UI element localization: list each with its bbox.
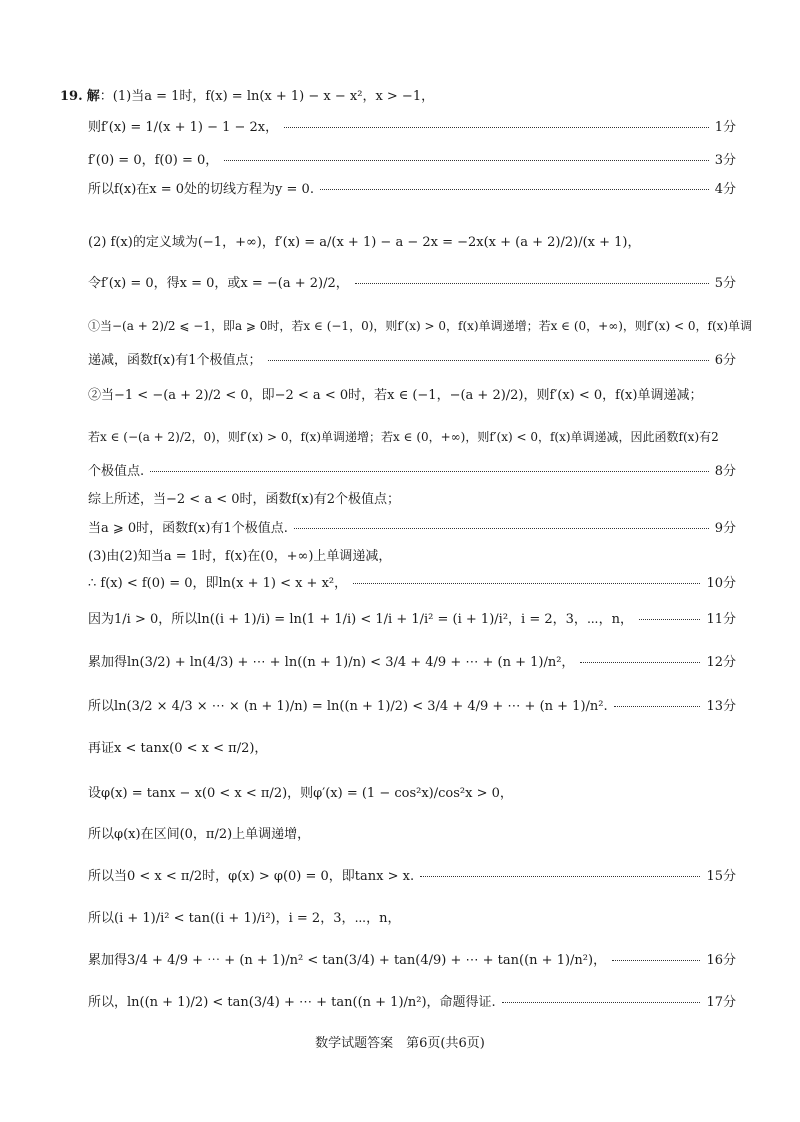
score-label: 16分 [706,952,736,968]
line-l14 [88,539,736,569]
dot-leader [268,360,709,361]
line-l15 [88,566,736,596]
dot-leader [612,960,700,961]
score-label: 8分 [714,463,736,479]
page-footer: 数学试题答案 第6页(共6页) [315,1036,485,1051]
line-text: 所以ln(3/2 × 4/3 × ⋯ × (n + 1)/n) = ln((n + 1)/2) < 3/4 + 4/9 + ⋯ + (n + 1)/n². [88,698,608,714]
score-label: 13分 [706,698,736,714]
line-l22 [88,859,736,889]
dot-leader [355,283,709,284]
score-label: 1分 [714,119,736,135]
line-text: ：(1)当a = 1时，f(x) = ln(x + 1) − x − x²，x > −1， [99,88,435,104]
line-text: f′(0) = 0，f(0) = 0， [88,152,219,168]
line-text: 设φ(x) = tanx − x(0 < x < π/2)，则φ′(x) = (1 − cos²x)/cos²x > 0， [88,785,513,801]
dot-leader [502,1002,701,1003]
line-l8 [88,343,736,373]
score-label: 9分 [714,520,736,536]
dot-leader [353,583,700,584]
line-l11 [88,454,736,484]
line-text: 若x ∈ (−(a + 2)/2，0)，则f′(x) > 0，f(x)单调递增；若x ∈ (0，+∞)，则f′(x) < 0，f(x)单调递减，因此函数f(x)有2 [88,429,719,444]
line-l6 [88,266,736,296]
line-text: 所以φ(x)在区间(0，π/2)上单调递增， [88,826,311,842]
score-label: 4分 [714,181,736,197]
solution-label: 解 [86,88,100,104]
line-l12 [88,482,736,512]
line-text: 所以当0 < x < π/2时，φ(x) > φ(0) = 0，即tanx > x. [88,868,415,884]
line-text: 综上所述，当−2 < a < 0时，函数f(x)有2个极值点； [88,491,401,507]
line-l10 [88,421,736,451]
line-text: (2) f(x)的定义域为(−1，+∞)，f′(x) = a/(x + 1) − a − 2x = −2x(x + (a + 2)/2)/(x + 1)， [88,234,641,250]
line-text: ②当−1 < −(a + 2)/2 < 0，即−2 < a < 0时，若x ∈ (−1，−(a + 2)/2)，则f′(x) < 0，f(x)单调递减； [88,387,703,403]
line-text: 当a ⩾ 0时，函数f(x)有1个极值点. [88,520,288,536]
score-label: 11分 [706,611,736,627]
line-l3 [88,143,736,173]
line-text: 所以，ln((n + 1)/2) < tan(3/4) + ⋯ + tan((n + 1)/n²)，命题得证. [88,994,496,1010]
line-l7 [88,310,753,340]
line-l16 [88,602,736,632]
dot-leader [284,127,709,128]
line-l1 [60,79,736,109]
line-text: 再证x < tanx(0 < x < π/2)， [88,740,268,756]
dot-leader [320,189,709,190]
score-label: 6分 [714,352,736,368]
dot-leader [580,662,700,663]
line-text: 个极值点. [88,463,145,479]
line-text: 递减，函数f(x)有1个极值点； [88,352,262,368]
line-text: 所以f(x)在x = 0处的切线方程为y = 0. [88,181,314,197]
line-l5 [88,225,736,255]
line-text: 令f′(x) = 0，得x = 0，或x = −(a + 2)/2， [88,275,349,291]
score-label: 15分 [706,868,736,884]
dot-leader [639,619,700,620]
dot-leader [150,471,709,472]
dot-leader [294,528,709,529]
line-l9 [88,378,736,408]
line-l13 [88,511,736,541]
line-l17 [88,645,736,675]
score-label: 5分 [714,275,736,291]
line-text: 所以(i + 1)/i² < tan((i + 1)/i²)，i = 2，3，⋯，n， [88,910,401,926]
line-l20 [88,776,736,806]
dot-leader [420,876,700,877]
problem-number: 19. [60,88,83,104]
line-l4 [88,172,736,202]
line-l19 [88,731,736,761]
line-text: ∴ f(x) < f(0) = 0，即ln(x + 1) < x + x²， [88,575,348,591]
line-text: 累加得ln(3/2) + ln(4/3) + ⋯ + ln((n + 1)/n) < 3/4 + 4/9 + ⋯ + (n + 1)/n²， [88,654,575,670]
dot-leader [614,706,701,707]
score-label: 17分 [706,994,736,1010]
line-text: (3)由(2)知当a = 1时，f(x)在(0，+∞)上单调递减， [88,548,392,564]
line-text: 则f′(x) = 1/(x + 1) − 1 − 2x， [88,119,279,135]
line-l2 [88,110,736,140]
line-text: 累加得3/4 + 4/9 + ⋯ + (n + 1)/n² < tan(3/4) + tan(4/9) + ⋯ + tan((n + 1)/n²)， [88,952,607,968]
score-label: 12分 [706,654,736,670]
line-l25 [88,985,736,1015]
line-l23 [88,901,736,931]
line-l21 [88,817,736,847]
dot-leader [224,160,708,161]
line-l18 [88,689,736,719]
score-label: 3分 [714,152,736,168]
score-label: 10分 [706,575,736,591]
line-text: ①当−(a + 2)/2 ⩽ −1，即a ⩾ 0时，若x ∈ (−1，0)，则f′(x) > 0，f(x)单调递增；若x ∈ (0，+∞)，则f′(x) < 0，f(x)单调 [88,318,753,333]
line-l24 [88,943,736,973]
line-text: 因为1/i > 0，所以ln((i + 1)/i) = ln(1 + 1/i) < 1/i + 1/i² = (i + 1)/i²，i = 2，3，⋯，n， [88,611,633,627]
